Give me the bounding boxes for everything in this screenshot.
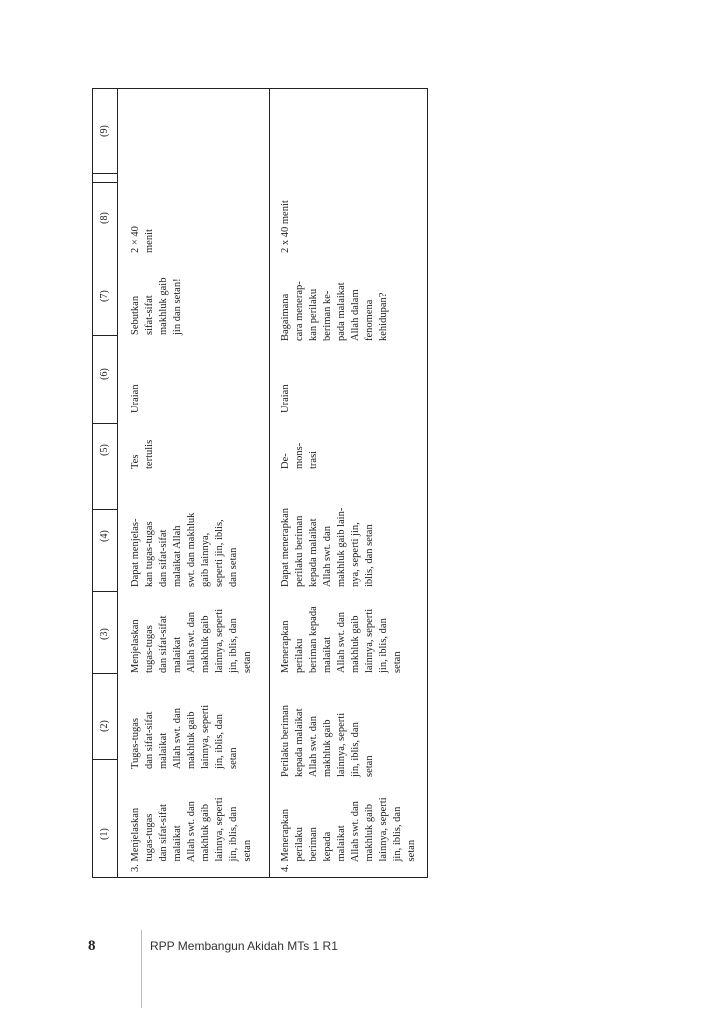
column-header: (3) xyxy=(99,628,110,640)
footer-divider xyxy=(141,930,142,1008)
table-cell: De- mons- trasi xyxy=(280,442,319,469)
table-divider xyxy=(269,89,270,877)
table-divider xyxy=(93,591,117,592)
table-divider xyxy=(93,509,117,510)
table-cell: Bagaimana cara menerap- kan perilaku beriman ke- pada malaikat Allah dalam fenomena kehidupan? xyxy=(280,281,389,341)
table-divider xyxy=(93,423,117,424)
table-divider xyxy=(93,173,117,174)
column-header: (9) xyxy=(99,125,110,137)
table-cell: Menjelaskan tugas-tugas dan sifat-sifat malaikat Allah swt. dan makhluk gaib lainnya, seperti jin, iblis, dan setan xyxy=(130,608,253,673)
table-cell: 4. Menerapkan perilaku beriman kepada malaikat Allah swt. dan makhluk gaib lainnya, seperti jin, iblis, dan setan xyxy=(280,797,417,872)
table-cell: Dapat menerapkan perilaku beriman kepada malaikat Allah swt. dan makhluk gaib lain- nya, seperti jin, iblis, dan setan xyxy=(280,507,375,587)
table-cell: Perilaku beriman kepada malaikat Allah swt. dan makhluk gaib lainnya, seperti jin, iblis, dan setan xyxy=(280,704,375,777)
table-divider xyxy=(93,673,117,674)
column-header: (2) xyxy=(99,720,110,732)
table-divider xyxy=(93,759,117,760)
column-header: (7) xyxy=(99,290,110,302)
table-divider xyxy=(117,89,118,877)
column-header: (6) xyxy=(99,368,110,380)
table-cell: Tugas-tugas dan sifat-sifat malaikat Allah swt. dan makhluk gaib lainnya, seperti jin, iblis, dan setan xyxy=(130,704,239,769)
table-cell: Uraian xyxy=(130,384,141,413)
rpp-table xyxy=(92,88,428,878)
column-header: (5) xyxy=(99,444,110,456)
table-cell: Sebutkan sifat-sifat makhluk gaib jin dan setan! xyxy=(130,277,183,335)
table-cell: 2 × 40 menit xyxy=(130,226,155,253)
column-header: (1) xyxy=(99,828,110,840)
table-divider xyxy=(269,89,270,90)
table-divider xyxy=(93,182,117,183)
table-cell: Menerapkan perilaku beriman kepada malaikat Allah swt. dan makhluk gaib lainnya, seperti jin, iblis, dan setan xyxy=(280,606,403,673)
table-divider xyxy=(93,335,117,336)
column-header: (4) xyxy=(99,530,110,542)
table-cell: 2 x 40 menit xyxy=(280,200,291,253)
page-number: 8 xyxy=(88,938,96,954)
table-cell: Dapat menjelas- kan tugas-tugas dan sifat-sifat malaikat Allah swt. dan makhluk gaib lainnya, seperti jin, iblis, dan setan xyxy=(130,512,239,587)
table-cell: Uraian xyxy=(280,384,291,413)
table-cell: Tes tertulis xyxy=(130,439,155,469)
table-cell: 3. Menjelaskan tugas-tugas dan sifat-sifat malaikat Allah swt. dan makhluk gaib lainnya, seperti jin, iblis, dan setan xyxy=(130,797,253,872)
column-header: (8) xyxy=(99,212,110,224)
footer-book-title: RPP Membangun Akidah MTs 1 R1 xyxy=(150,939,338,953)
